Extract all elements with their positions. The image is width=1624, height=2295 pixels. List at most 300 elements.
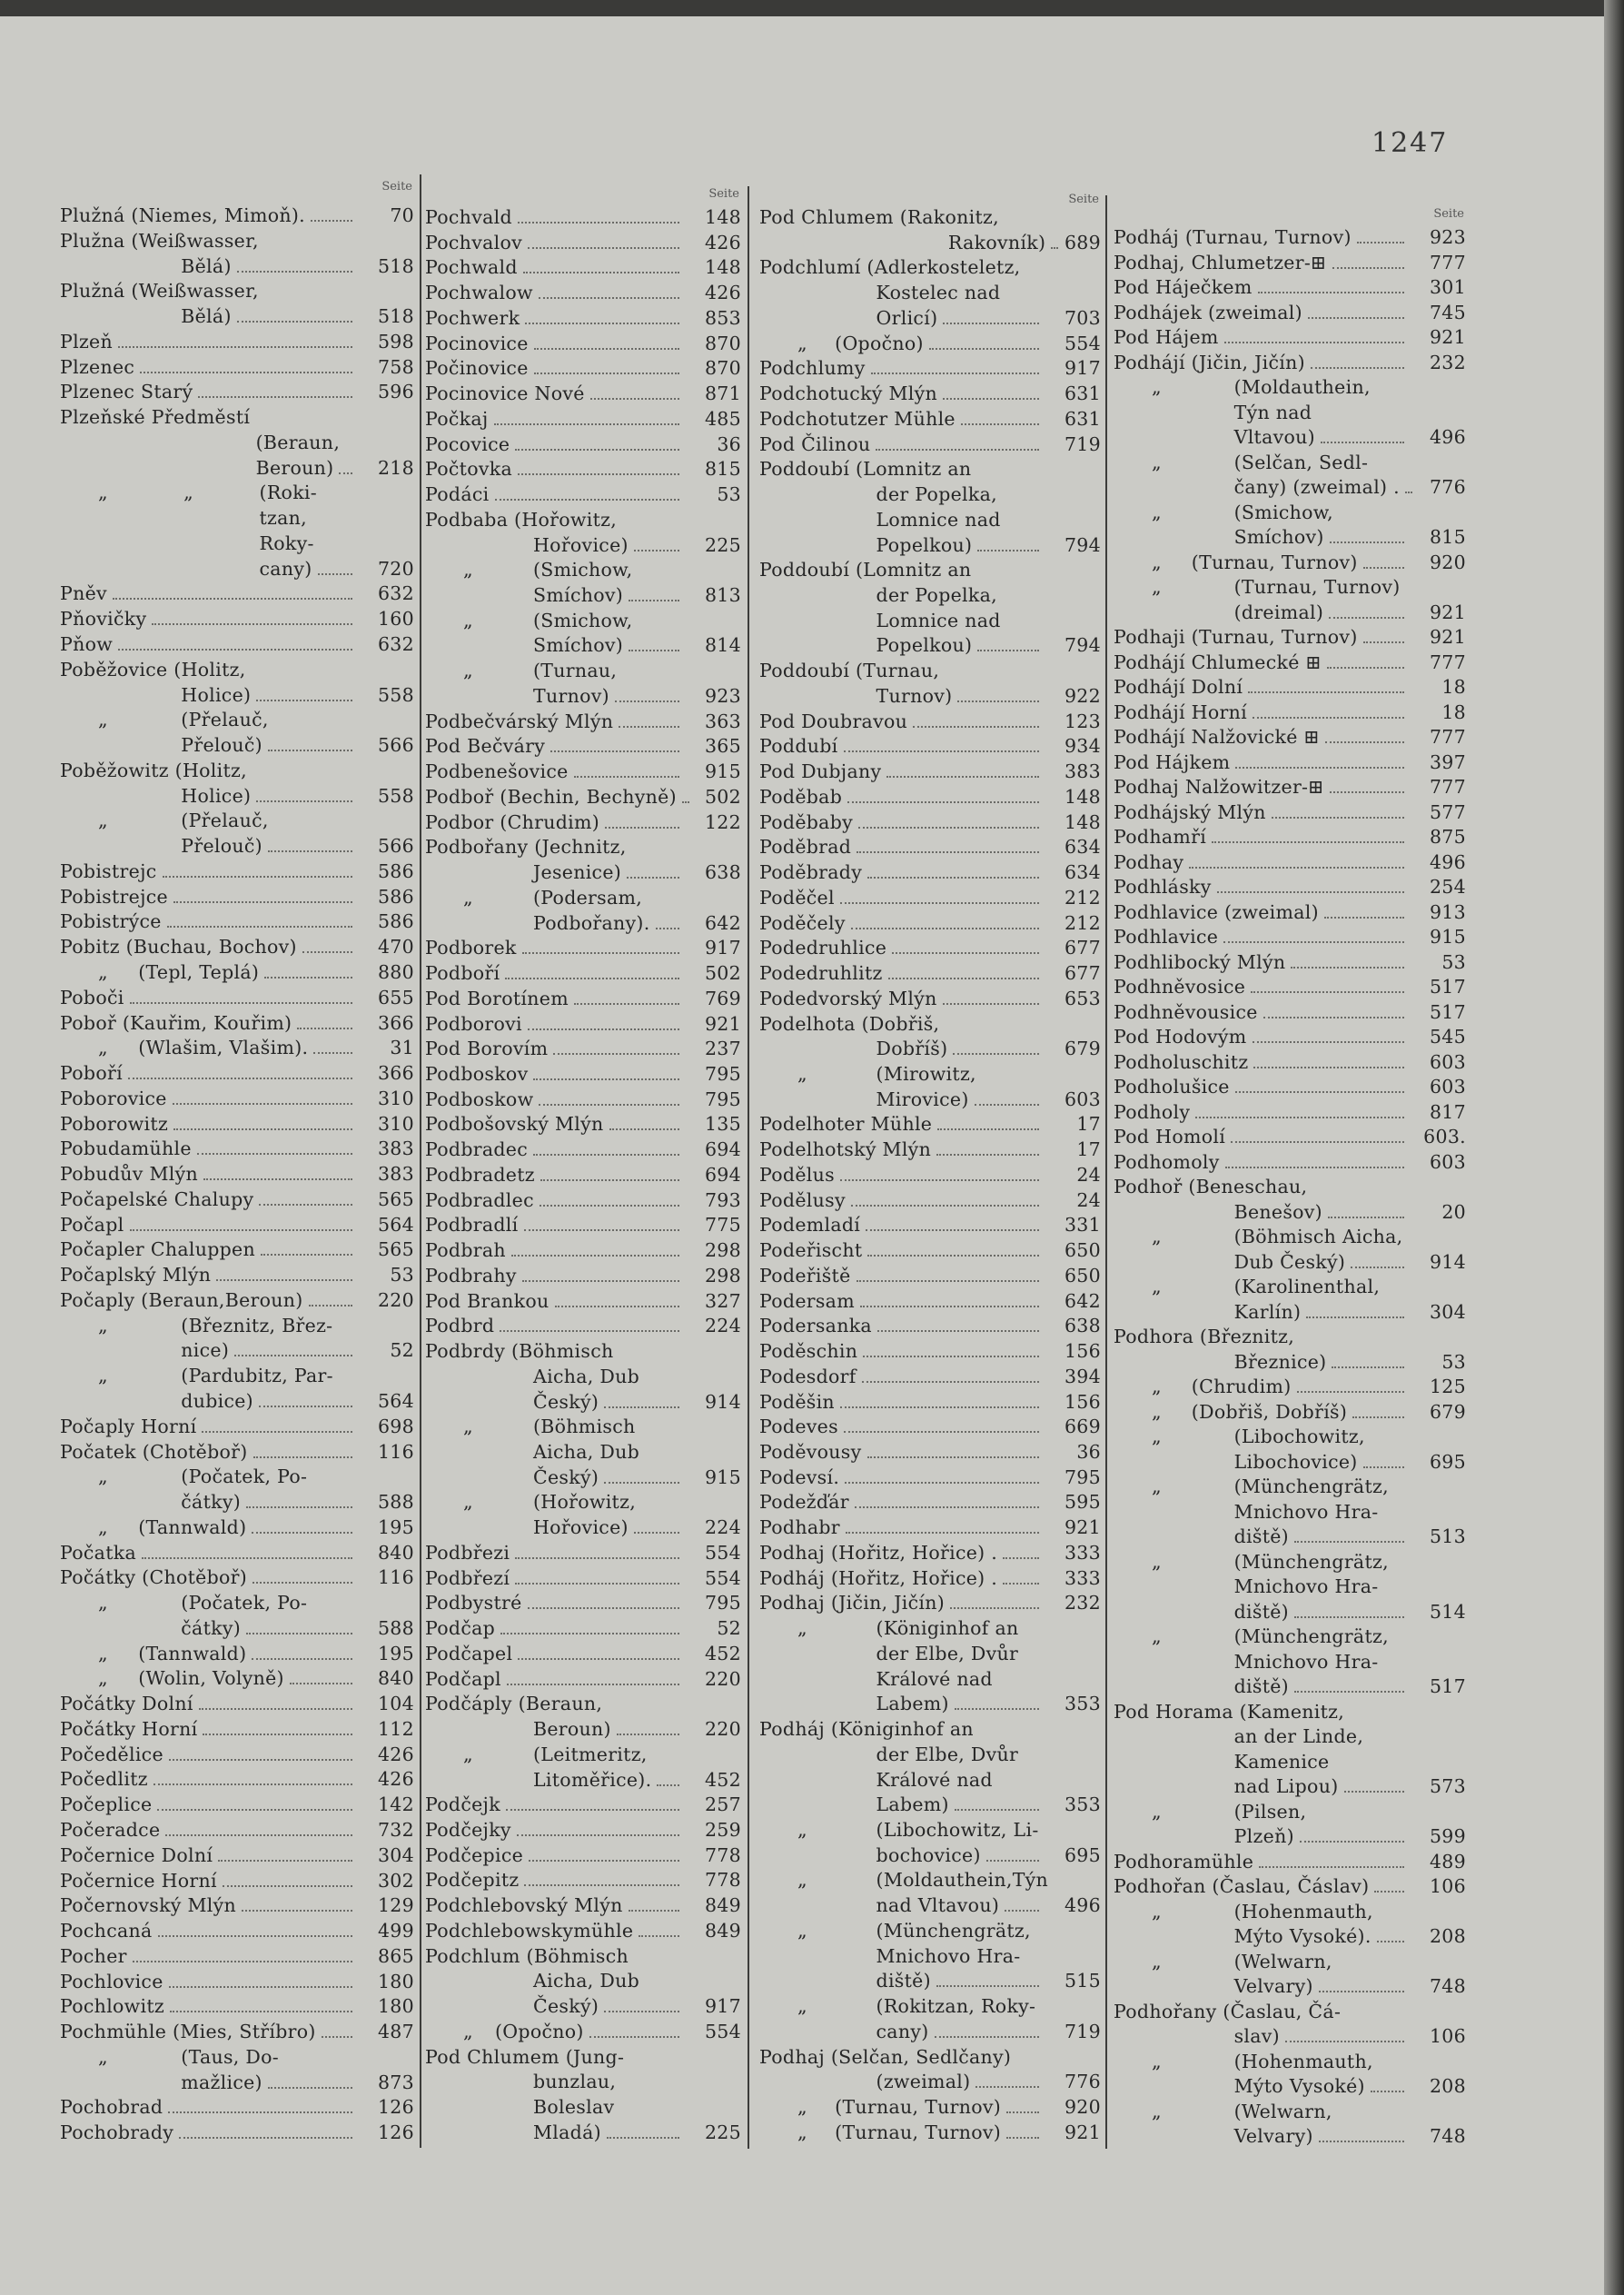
index-entry bbox=[759, 382, 1103, 407]
dot-leader bbox=[252, 1658, 352, 1660]
page-reference: 921 bbox=[1429, 601, 1466, 623]
index-entry bbox=[1114, 1900, 1468, 1950]
dot-leader bbox=[1324, 917, 1404, 919]
index-entry bbox=[60, 2095, 416, 2121]
entry-continuation: mažlice) bbox=[181, 2071, 262, 2093]
ditto-mark: „ bbox=[463, 609, 473, 631]
page-reference: 53 bbox=[1441, 1350, 1466, 1373]
entry-continuation: Velvary) bbox=[1233, 2125, 1313, 2147]
dot-leader bbox=[1300, 1841, 1404, 1843]
scan-right-edge bbox=[1604, 0, 1624, 2295]
dot-leader bbox=[1294, 1541, 1404, 1543]
page-reference: 123 bbox=[1064, 710, 1101, 732]
dot-leader bbox=[639, 1935, 679, 1937]
entry-name: Pochvalov bbox=[425, 231, 522, 253]
index-entry bbox=[759, 1012, 1103, 1062]
index-entry bbox=[759, 1238, 1103, 1264]
entry-name: (Münchengrätz, bbox=[1233, 1475, 1389, 1497]
page-reference: 815 bbox=[704, 458, 741, 481]
entry-name: Podborovi bbox=[425, 1012, 522, 1035]
dot-leader bbox=[955, 1809, 1039, 1811]
dot-leader bbox=[153, 1783, 352, 1785]
page-reference: 298 bbox=[704, 1264, 741, 1287]
index-entry bbox=[1114, 925, 1468, 950]
entry-name: (Počatek, Po- bbox=[181, 1592, 308, 1614]
dot-leader bbox=[1371, 2091, 1404, 2092]
dot-leader bbox=[256, 700, 352, 701]
index-entry bbox=[60, 1869, 416, 1894]
dot-leader bbox=[866, 1229, 1039, 1231]
index-entry bbox=[1114, 651, 1468, 676]
page-reference: 224 bbox=[704, 1315, 741, 1337]
dot-leader bbox=[133, 1961, 352, 1962]
dot-leader bbox=[339, 472, 352, 474]
entry-name: Podevsí. bbox=[759, 1465, 840, 1488]
entry-name: (Chrudim) bbox=[1191, 1376, 1292, 1397]
page-reference: 870 bbox=[704, 357, 741, 380]
dot-leader bbox=[943, 398, 1039, 400]
entry-name: Poddubí bbox=[759, 735, 838, 758]
page-reference: 769 bbox=[704, 987, 741, 1009]
entry-name: Pod Chlumem (Rakonitz, bbox=[759, 206, 999, 228]
dot-leader bbox=[237, 271, 352, 273]
index-entry bbox=[1114, 900, 1468, 926]
ditto-mark: „ bbox=[98, 1592, 108, 1614]
page-reference: 923 bbox=[704, 684, 741, 707]
index-entry bbox=[1114, 501, 1468, 551]
page-reference: 513 bbox=[1429, 1525, 1466, 1547]
page-reference: 815 bbox=[1429, 526, 1466, 548]
entry-continuation: Podbořany). bbox=[533, 911, 650, 934]
ditto-mark: „ bbox=[98, 810, 108, 832]
entry-name: Pochwalow bbox=[425, 282, 533, 304]
page-reference: 653 bbox=[1064, 987, 1101, 1009]
dot-leader bbox=[1363, 641, 1404, 643]
index-entry bbox=[60, 2121, 416, 2146]
index-entry bbox=[60, 935, 416, 960]
dot-leader bbox=[863, 1356, 1039, 1357]
page-reference: 689 bbox=[1064, 231, 1101, 253]
dot-leader bbox=[1006, 2111, 1039, 2113]
index-entry bbox=[425, 1919, 743, 1944]
entry-name: (Smichow, bbox=[533, 609, 633, 631]
entry-continuation: Libochovice) bbox=[1233, 1450, 1358, 1473]
entry-name: Pod Bečváry bbox=[425, 735, 546, 758]
dot-leader bbox=[943, 1003, 1039, 1005]
page-reference: 485 bbox=[704, 407, 741, 430]
dot-leader bbox=[318, 573, 352, 575]
page-reference: 426 bbox=[377, 1743, 414, 1765]
dot-leader bbox=[152, 623, 352, 625]
index-entry bbox=[425, 1616, 743, 1642]
index-entry bbox=[759, 1490, 1103, 1515]
page-reference: 554 bbox=[1064, 332, 1101, 354]
page-reference: 558 bbox=[377, 683, 414, 706]
entry-name: Počaply Horní bbox=[60, 1415, 197, 1437]
page-number: 1247 bbox=[1371, 127, 1449, 159]
entry-name: Podhájí Chlumecké ⊞ bbox=[1114, 651, 1322, 673]
page-reference: 366 bbox=[377, 1011, 414, 1034]
page-reference: 126 bbox=[377, 2121, 414, 2144]
page-reference: 795 bbox=[704, 1088, 741, 1110]
dot-leader bbox=[198, 396, 352, 398]
entry-name: Podboří bbox=[425, 962, 500, 985]
entry-continuation: Beroun) bbox=[533, 1718, 611, 1741]
index-entry bbox=[759, 255, 1103, 331]
index-column-1 bbox=[60, 0, 416, 2295]
entry-name: Podhomoly bbox=[1114, 1150, 1220, 1173]
dot-leader bbox=[867, 1456, 1040, 1458]
entry-name: Počatka bbox=[60, 1541, 136, 1564]
dot-leader bbox=[523, 272, 679, 273]
page-reference: 514 bbox=[1429, 1600, 1466, 1623]
dot-leader bbox=[615, 700, 679, 702]
dot-leader bbox=[629, 600, 679, 601]
page-reference: 106 bbox=[1429, 2025, 1466, 2047]
page-reference: 777 bbox=[1429, 651, 1466, 673]
entry-name: Podelhotský Mlýn bbox=[759, 1138, 932, 1161]
dot-leader bbox=[876, 449, 1039, 451]
dot-leader bbox=[589, 2036, 679, 2038]
page-reference: 913 bbox=[1429, 900, 1466, 923]
index-entry bbox=[425, 1490, 743, 1540]
dot-leader bbox=[961, 423, 1039, 425]
index-entry bbox=[425, 1667, 743, 1693]
page-reference: 814 bbox=[704, 634, 741, 657]
index-entry bbox=[1114, 1550, 1468, 1625]
entry-name: Podelhota (Dobřiš, bbox=[759, 1012, 940, 1035]
entry-continuation: diště) bbox=[1233, 1675, 1289, 1697]
entry-continuation: čany) (zweimal) . bbox=[1233, 476, 1400, 498]
dot-leader bbox=[252, 1532, 352, 1534]
page-reference: 588 bbox=[377, 1491, 414, 1514]
page-reference: 502 bbox=[704, 785, 741, 808]
index-entry bbox=[60, 1314, 416, 1365]
index-entry bbox=[1114, 675, 1468, 700]
page-reference: 502 bbox=[704, 962, 741, 985]
entry-name: Podboskov bbox=[425, 1062, 529, 1085]
entry-name: Podesdorf bbox=[759, 1365, 857, 1387]
page-reference: 698 bbox=[377, 1415, 414, 1437]
dot-leader bbox=[617, 1734, 679, 1735]
page-reference: 301 bbox=[1429, 276, 1466, 298]
dot-leader bbox=[118, 649, 352, 651]
entry-continuation: Týn nad bbox=[1233, 401, 1312, 423]
index-entry bbox=[759, 835, 1103, 860]
page-reference: 496 bbox=[1429, 850, 1466, 873]
page-reference: 917 bbox=[704, 937, 741, 959]
page-reference: 53 bbox=[390, 1264, 414, 1287]
page-reference: 694 bbox=[704, 1163, 741, 1186]
entry-name: Pod Chlumem (Jung- bbox=[425, 2045, 625, 2068]
page-reference: 603 bbox=[1429, 1050, 1466, 1073]
entry-name: Podhaj Nalžowitzer-⊞ bbox=[1114, 776, 1324, 798]
dot-leader bbox=[506, 1809, 679, 1811]
page-reference: 208 bbox=[1429, 1925, 1466, 1947]
dot-leader bbox=[525, 323, 679, 324]
dot-leader bbox=[533, 1154, 679, 1156]
page-reference: 156 bbox=[1064, 1390, 1101, 1413]
dot-leader bbox=[855, 1506, 1039, 1508]
entry-name: Podbrd bbox=[425, 1315, 495, 1337]
entry-name: Podhlavice bbox=[1114, 926, 1219, 948]
entry-name: Počatek (Chotěboř) bbox=[60, 1440, 248, 1463]
index-entry bbox=[425, 1037, 743, 1062]
entry-continuation: Lomnice nad bbox=[876, 508, 1001, 531]
entry-continuation: Přelouč) bbox=[181, 734, 262, 757]
index-entry bbox=[759, 886, 1103, 911]
entry-name: (Smichow, bbox=[1233, 501, 1333, 523]
dot-leader bbox=[203, 1178, 352, 1180]
page-reference: 517 bbox=[1429, 976, 1466, 998]
dot-leader bbox=[1217, 891, 1404, 893]
page-reference: 719 bbox=[1064, 432, 1101, 455]
entry-name: Počedlitz bbox=[60, 1768, 148, 1791]
index-entry bbox=[60, 481, 416, 581]
ditto-mark: „ bbox=[98, 960, 108, 983]
dot-leader bbox=[1003, 1557, 1039, 1559]
entry-name: Podboř (Bechin, Bechyně) bbox=[425, 785, 677, 808]
dot-leader bbox=[877, 1330, 1039, 1332]
index-entry bbox=[425, 886, 743, 936]
page-reference: 634 bbox=[1064, 836, 1101, 859]
entry-name: Pocovice bbox=[425, 432, 510, 455]
entry-continuation: cany) bbox=[259, 557, 312, 580]
dot-leader bbox=[553, 1053, 679, 1055]
index-entry bbox=[60, 1288, 416, 1314]
index-entry bbox=[425, 1088, 743, 1113]
entry-continuation: Březnice) bbox=[1233, 1350, 1327, 1373]
index-entry bbox=[60, 632, 416, 658]
page-reference: 719 bbox=[1064, 2020, 1101, 2042]
index-entry bbox=[60, 1263, 416, 1288]
page-reference: 566 bbox=[377, 734, 414, 757]
entry-name: Pod Borotínem bbox=[425, 987, 569, 1009]
entry-continuation: (Beraun, bbox=[255, 431, 341, 453]
dot-leader bbox=[256, 800, 352, 802]
dot-leader bbox=[169, 1986, 352, 1988]
dot-leader bbox=[179, 2137, 352, 2139]
page-reference: 565 bbox=[377, 1187, 414, 1210]
page-reference: 53 bbox=[717, 483, 741, 506]
index-entry bbox=[60, 885, 416, 910]
entry-name: Podčepice bbox=[425, 1843, 524, 1866]
entry-name: Pněv bbox=[60, 582, 107, 605]
dot-leader bbox=[259, 1406, 352, 1407]
index-entry bbox=[759, 2095, 1103, 2121]
ditto-mark: „ bbox=[1152, 501, 1162, 523]
entry-name: Podbošovský Mlýn bbox=[425, 1113, 604, 1136]
index-entry bbox=[60, 1112, 416, 1138]
dot-leader bbox=[950, 1607, 1039, 1609]
entry-continuation: Labem) bbox=[876, 1793, 949, 1816]
page-reference: 394 bbox=[1064, 1365, 1101, 1387]
page-reference: 677 bbox=[1064, 962, 1101, 985]
index-entry bbox=[60, 859, 416, 885]
index-entry bbox=[759, 432, 1103, 458]
index-entry bbox=[425, 1893, 743, 1919]
index-entry bbox=[425, 482, 743, 508]
page-reference: 573 bbox=[1429, 1775, 1466, 1797]
index-entry bbox=[1114, 1325, 1468, 1375]
entry-name: Podhájí (Jičin, Jičín) bbox=[1114, 351, 1305, 373]
entry-name: Podhaji (Turnau, Turnov) bbox=[1114, 626, 1358, 648]
index-entry bbox=[1114, 1175, 1468, 1225]
page-reference: 126 bbox=[377, 2096, 414, 2119]
page-reference: 383 bbox=[1064, 760, 1101, 783]
entry-name: (Taus, Do- bbox=[181, 2045, 280, 2068]
ditto-mark: „ bbox=[1152, 1950, 1162, 1972]
entry-continuation: bochovice) bbox=[876, 1843, 981, 1866]
entry-name: (Moldauthein, bbox=[1233, 376, 1371, 398]
entry-continuation: Mladá) bbox=[533, 2121, 601, 2143]
entry-name: (Roki- bbox=[259, 482, 317, 504]
entry-name: Počtovka bbox=[425, 458, 512, 481]
ditto-mark: „ bbox=[98, 1314, 108, 1336]
ditto-mark: „ bbox=[463, 2020, 473, 2042]
index-entry bbox=[60, 1919, 416, 1944]
index-entry bbox=[759, 1289, 1103, 1315]
ditto-mark: „ bbox=[463, 1743, 473, 1765]
page-reference: 871 bbox=[704, 382, 741, 405]
index-entry bbox=[759, 2121, 1103, 2146]
page-reference: 794 bbox=[1064, 634, 1101, 657]
index-entry bbox=[1114, 1475, 1468, 1550]
index-entry bbox=[1114, 1874, 1468, 1900]
dot-leader bbox=[937, 1128, 1039, 1130]
ditto-mark: „ bbox=[1152, 1625, 1162, 1647]
index-entry bbox=[1114, 1700, 1468, 1800]
entry-name: Pobistrejc bbox=[60, 859, 157, 882]
page-reference: 795 bbox=[1064, 1465, 1101, 1488]
index-entry bbox=[60, 1465, 416, 1515]
index-entry bbox=[60, 1818, 416, 1843]
page-reference: 695 bbox=[1064, 1843, 1101, 1866]
entry-name: (Tepl, Teplá) bbox=[138, 960, 260, 983]
page-reference: 20 bbox=[1441, 1200, 1466, 1223]
index-entry bbox=[425, 1112, 743, 1138]
index-entry bbox=[425, 835, 743, 885]
dot-leader bbox=[1003, 1583, 1039, 1585]
page-reference: 586 bbox=[377, 910, 414, 933]
page-reference: 257 bbox=[704, 1793, 741, 1816]
dot-leader bbox=[1006, 2137, 1039, 2139]
page-reference: 914 bbox=[1429, 1250, 1466, 1273]
page-reference: 208 bbox=[1429, 2075, 1466, 2097]
entry-continuation: Hořovice) bbox=[533, 1516, 629, 1539]
dot-leader bbox=[169, 1759, 352, 1761]
entry-name: (Münchengrätz, bbox=[1233, 1625, 1389, 1647]
dot-leader bbox=[957, 700, 1039, 702]
entry-name: Poborovice bbox=[60, 1087, 167, 1109]
index-entry bbox=[425, 1591, 743, 1616]
index-entry bbox=[759, 1717, 1103, 1818]
entry-name: Podhněvosice bbox=[1114, 976, 1246, 998]
index-entry bbox=[425, 1314, 743, 1339]
page-reference: 577 bbox=[1429, 800, 1466, 823]
entry-name: Podbradec bbox=[425, 1138, 529, 1161]
page-reference: 232 bbox=[1429, 351, 1466, 373]
dot-leader bbox=[246, 1506, 352, 1508]
entry-name: (Smichow, bbox=[533, 559, 633, 581]
page-reference: 18 bbox=[1441, 700, 1466, 723]
index-entry bbox=[425, 407, 743, 432]
entry-continuation: Český) bbox=[533, 1390, 599, 1413]
index-entry bbox=[425, 1238, 743, 1264]
dot-leader bbox=[1225, 1167, 1404, 1168]
ditto-mark: „ bbox=[98, 1465, 108, 1488]
entry-continuation: Český) bbox=[533, 1465, 599, 1488]
dot-leader bbox=[1195, 1117, 1404, 1118]
entry-continuation: Dub Český) bbox=[1233, 1250, 1346, 1273]
index-entry bbox=[60, 330, 416, 355]
page-reference: 365 bbox=[704, 735, 741, 758]
page-reference: 363 bbox=[704, 710, 741, 732]
dot-leader bbox=[495, 499, 680, 501]
entry-name: Podhabr bbox=[759, 1516, 840, 1539]
page-reference: 566 bbox=[377, 835, 414, 858]
entry-name: Podemladí bbox=[759, 1214, 861, 1237]
ditto-mark: „ bbox=[1152, 2100, 1162, 2122]
entry-name: Pod Brankou bbox=[425, 1289, 550, 1312]
dot-leader bbox=[500, 1633, 679, 1634]
index-entry bbox=[425, 1818, 743, 1843]
entry-name: Podčáply (Beraun, bbox=[425, 1693, 603, 1715]
entry-name: Podhájí Dolní bbox=[1114, 676, 1243, 698]
index-entry bbox=[60, 1893, 416, 1919]
entry-name: Podbradetz bbox=[425, 1163, 535, 1186]
page-reference: 70 bbox=[390, 204, 414, 226]
dot-leader bbox=[165, 1834, 352, 1836]
entry-continuation: Aicha, Dub bbox=[533, 1970, 640, 1992]
entry-continuation: nad Lipou) bbox=[1233, 1775, 1339, 1797]
dot-leader bbox=[574, 1003, 679, 1005]
entry-name: Pňow bbox=[60, 633, 114, 656]
dot-leader bbox=[533, 1078, 679, 1080]
page-reference: 813 bbox=[704, 584, 741, 607]
page-reference: 366 bbox=[377, 1062, 414, 1085]
dot-leader bbox=[202, 1431, 352, 1433]
entry-name: Podhora (Březnitz, bbox=[1114, 1326, 1295, 1347]
entry-name: (Přelauč, bbox=[181, 810, 269, 832]
entry-name: Podežďár bbox=[759, 1491, 849, 1514]
index-entry bbox=[425, 1062, 743, 1088]
entry-name: Podholušice bbox=[1114, 1076, 1230, 1098]
dot-leader bbox=[203, 1734, 352, 1735]
page-reference: 24 bbox=[1076, 1188, 1101, 1211]
dot-leader bbox=[604, 1482, 679, 1484]
dot-leader bbox=[1377, 1941, 1404, 1942]
dot-leader bbox=[1294, 1691, 1404, 1693]
entry-name: Plužná (Weißwasser, bbox=[60, 280, 259, 303]
index-entry bbox=[425, 558, 743, 608]
index-entry bbox=[759, 1591, 1103, 1616]
ditto-mark: „ bbox=[1152, 1376, 1162, 1397]
entry-continuation: Mýto Vysoké) bbox=[1233, 2075, 1365, 2097]
dot-leader bbox=[977, 550, 1039, 551]
index-entry bbox=[1114, 1800, 1468, 1850]
entry-name: (Opočno) bbox=[835, 332, 924, 354]
entry-continuation: Králové nad bbox=[876, 1667, 993, 1690]
index-entry bbox=[60, 1137, 416, 1162]
entry-continuation: Bělá) bbox=[181, 254, 232, 277]
page-reference: 452 bbox=[704, 1768, 741, 1791]
entry-name: Podčapel bbox=[425, 1642, 513, 1664]
dot-leader bbox=[845, 1482, 1039, 1484]
entry-name: Počapl bbox=[60, 1213, 124, 1236]
dot-leader bbox=[130, 1229, 353, 1231]
page-reference: 669 bbox=[1064, 1416, 1101, 1438]
